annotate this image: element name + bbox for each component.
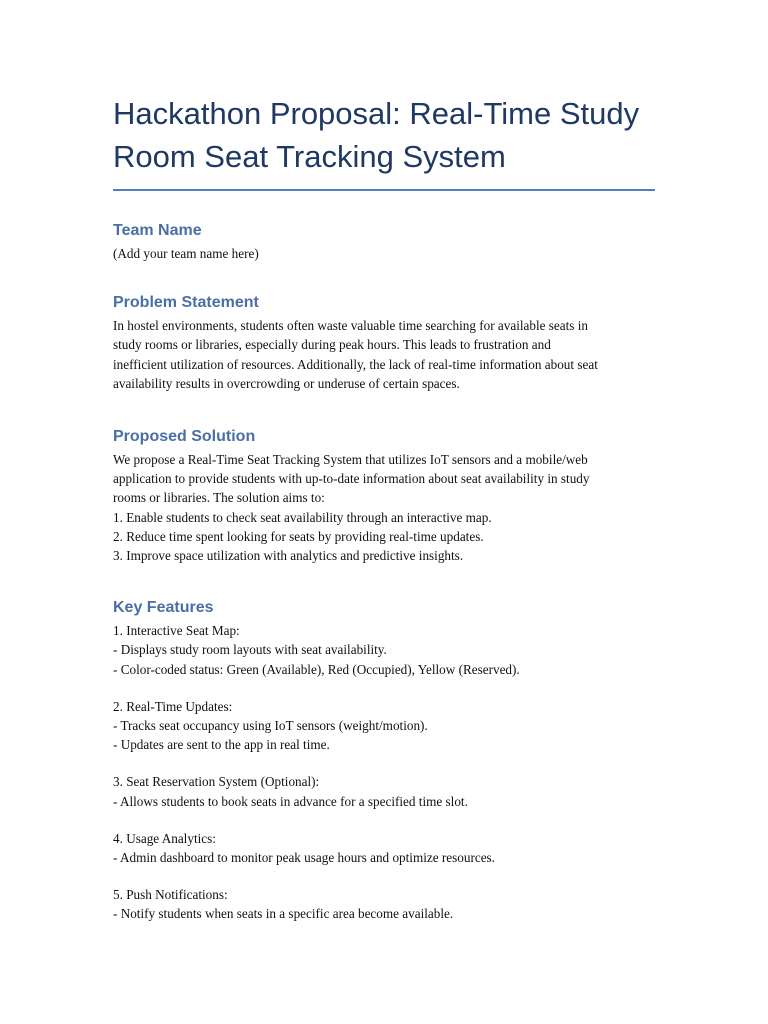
feature-group xyxy=(113,829,658,867)
problem-line: availability results in overcrowding or underuse of certain spaces. xyxy=(113,375,460,391)
feature-line: 1. Interactive Seat Map: xyxy=(113,623,240,639)
team-text: (Add your team name here) xyxy=(113,246,259,261)
team-section xyxy=(113,221,658,263)
solution-section xyxy=(113,427,658,565)
problem-heading: Problem Statement xyxy=(113,294,259,312)
title-line-1: Hackathon Proposal: Real-Time Study xyxy=(113,96,640,131)
solution-line: 3. Improve space utilization with analytics and predictive insights. xyxy=(113,548,464,564)
solution-line: 2. Reduce time spent looking for seats by providing real-time updates. xyxy=(113,528,484,544)
feature-group xyxy=(113,621,658,679)
feature-line: - Displays study room layouts with seat availability. xyxy=(113,642,387,658)
problem-line: In hostel environments, students often waste valuable time searching for available seats in xyxy=(113,318,588,334)
problem-section xyxy=(113,293,658,393)
solution-line: We propose a Real-Time Seat Tracking System that utilizes IoT sensors and a mobile/web xyxy=(113,452,588,468)
solution-heading: Proposed Solution xyxy=(113,428,256,446)
features-heading: Key Features xyxy=(113,599,214,617)
features-section xyxy=(113,598,658,923)
feature-line: - Color-coded status: Green (Available), Red (Occupied), Yellow (Reserved). xyxy=(113,661,520,677)
solution-line: rooms or libraries. The solution aims to: xyxy=(113,490,325,506)
feature-group xyxy=(113,885,658,923)
solution-text xyxy=(113,450,658,565)
feature-group xyxy=(113,697,658,755)
feature-line: - Notify students when seats in a specific area become available. xyxy=(113,906,454,922)
feature-line: - Tracks seat occupancy using IoT sensors (weight/motion). xyxy=(113,718,428,734)
feature-line: 4. Usage Analytics: xyxy=(113,830,216,846)
solution-line: application to provide students with up-to-date information about seat availability in study xyxy=(113,471,590,487)
feature-line: - Updates are sent to the app in real time. xyxy=(113,737,330,753)
document-page xyxy=(113,92,658,924)
feature-line: - Allows students to book seats in advance for a specified time slot. xyxy=(113,793,468,809)
title-underline xyxy=(113,189,655,191)
feature-line: - Admin dashboard to monitor peak usage hours and optimize resources. xyxy=(113,850,495,866)
title-line-2: Room Seat Tracking System xyxy=(113,139,506,174)
feature-line: 3. Seat Reservation System (Optional): xyxy=(113,774,320,790)
feature-group xyxy=(113,772,658,810)
feature-line: 2. Real-Time Updates: xyxy=(113,698,233,714)
document-title xyxy=(113,92,658,178)
solution-line: 1. Enable students to check seat availability through an interactive map. xyxy=(113,509,492,525)
team-heading: Team Name xyxy=(113,222,202,239)
problem-text xyxy=(113,316,658,393)
problem-line: study rooms or libraries, especially during peak hours. This leads to frustration and xyxy=(113,337,551,353)
feature-line: 5. Push Notifications: xyxy=(113,887,228,903)
problem-line: inefficient utilization of resources. Additionally, the lack of real-time information about seat xyxy=(113,356,598,372)
